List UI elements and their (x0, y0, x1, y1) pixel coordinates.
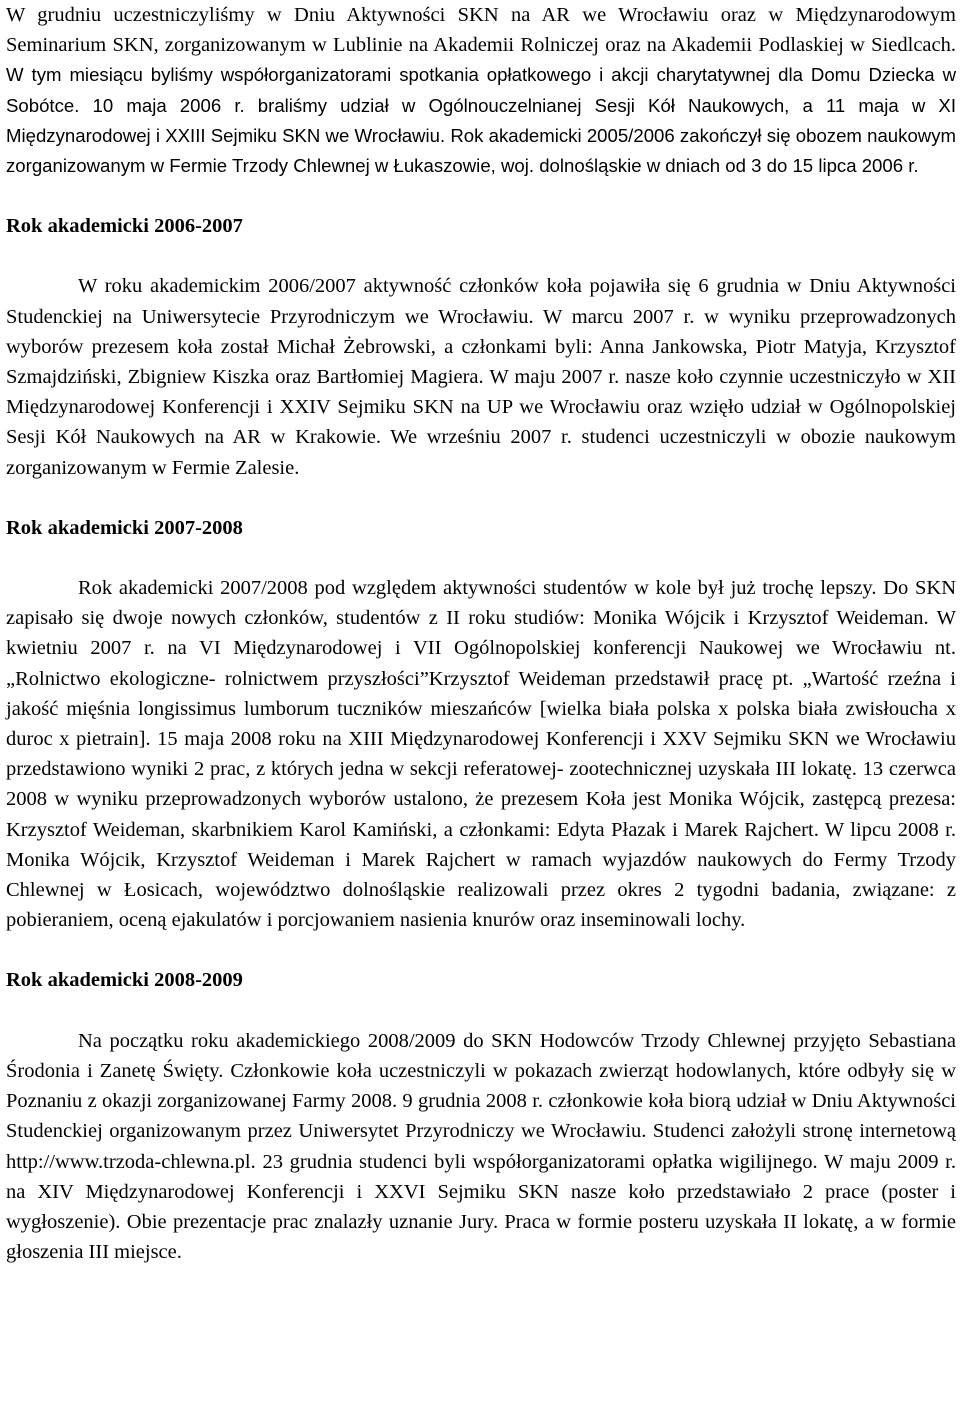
section-heading-2006-2007: Rok akademicki 2006-2007 (6, 215, 243, 238)
intro-paragraph (6, 0, 956, 181)
spacer (6, 996, 956, 1026)
spacer (6, 241, 956, 271)
intro-text-part-2: W tym miesiącu byliśmy współorganizatorami spotkania opłatkowego i akcji charytatywnej dla Domu Dziecka w Sobótce. 10 maja 2006 r. braliśmy udział w Ogólnouczelnianej Sesji Kół Naukowych, a 11 maja w XI Międzynarodowej i XXIII Sejmiku SKN we Wrocławiu. Rok akademicki 2005/2006 zakończył się obozem naukowym zorganizowanym w Fermie Trzody Chlewnej w Łukaszowie, woj. dolnośląskie w dniach od 3 do 15 lipca 2006 r. (6, 64, 956, 177)
section-heading-2008-2009: Rok akademicki 2008-2009 (6, 969, 243, 992)
intro-text-part-1: W grudniu uczestniczyliśmy w Dniu Aktywności SKN na AR we Wrocławiu oraz w Międzynarodowym Seminarium SKN, zorganizowanym w Lublinie na Akademii Rolniczej oraz na Akademii Podlaskiej w Siedlcach. (6, 4, 956, 57)
document-page (6, 0, 956, 1267)
section-body-2007-2008: Rok akademicki 2007/2008 pod względem aktywności studentów w kole był już trochę lepszy. Do SKN zapisało się dwoje nowych członków, studentów z II roku studiów: Monika Wójcik i Krzysztof Weideman. W kwietniu 2007 r. na VI Międzynarodowej i VII Ogólnopolskiej konferencji Naukowej we Wrocławiu nt. „Rolnictwo ekologiczne- rolnictwem przyszłości”Krzysztof Weideman przedstawił pracę pt. „Wartość rzeźna i jakość mięśnia longissimus lumborum tuczników mieszańców [wielka biała polska x polska biała zwisłoucha x duroc x pietrain]. 15 maja 2008 roku na XIII Międzynarodowej Konferencji i XXV Sejmiku SKN we Wrocławiu przedstawiono wyniki 2 prac, z których jedna w sekcji referatowej- zootechnicznej uzyskała III lokatę. 13 czerwca 2008 w wyniku przeprowadzonych wyborów ustalono, że prezesem Koła jest Monika Wójcik, zastępcą prezesa: Krzysztof Weideman, skarbnikiem Karol Kamiński, a członkami: Edyta Płazak i Marek Rajchert. W lipcu 2008 r. Monika Wójcik, Krzysztof Weideman i Marek Rajchert w ramach wyjazdów naukowych do Fermy Trzody Chlewnej w Łosicach, województwo dolnośląskie realizowali przez okres 2 tygodni badania, związane: z pobieraniem, oceną ejakulatów i porcjowaniem nasienia knurów oraz inseminowali lochy. (6, 577, 956, 932)
section-body-2008-2009: Na początku roku akademickiego 2008/2009 do SKN Hodowców Trzody Chlewnej przyjęto Sebastiana Środonia i Zanetę Święty. Członkowie koła uczestniczyli w pokazach zwierząt hodowlanych, które odbyły się w Poznaniu z okazji zorganizowanej Farmy 2008. 9 grudnia 2008 r. członkowie koła biorą udział w Dniu Aktywności Studenckiej organizowanym przez Uniwersytet Przyrodniczy we Wrocławiu. Studenci założyli stronę internetową http://www.trzoda-chlewna.pl. 23 grudnia studenci byli współorganizatorami opłatka wigilijnego. W maju 2009 r. na XIV Międzynarodowej Konferencji i XXVI Sejmiku SKN nasze koło przedstawiało 2 prace (poster i wygłoszenie). Obie prezentacje prac znalazły uznanie Jury. Praca w formie posteru uzyskała II lokatę, a w formie głoszenia III miejsce. (6, 1029, 956, 1264)
spacer (6, 483, 956, 513)
spacer (6, 181, 956, 211)
section-heading-2007-2008: Rok akademicki 2007-2008 (6, 516, 243, 539)
spacer (6, 543, 956, 573)
spacer (6, 935, 956, 965)
section-body-2006-2007: W roku akademickim 2006/2007 aktywność członków koła pojawiła się 6 grudnia w Dniu Aktywności Studenckiej na Uniwersytecie Przyrodniczym we Wrocławiu. W marcu 2007 r. w wyniku przeprowadzonych wyborów prezesem koła został Michał Żebrowski, a członkami byli: Anna Jankowska, Piotr Matyja, Krzysztof Szmajdziński, Zbigniew Kiszka oraz Bartłomiej Magiera. W maju 2007 r. nasze koło czynnie uczestniczyło w XII Międzynarodowej Konferencji i XXIV Sejmiku SKN na UP we Wrocławiu oraz wzięło udział w Ogólnopolskiej Sesji Kół Naukowych na AR w Krakowie. We wrześniu 2007 r. studenci uczestniczyli w obozie naukowym zorganizowanym w Fermie Zalesie. (6, 275, 956, 479)
